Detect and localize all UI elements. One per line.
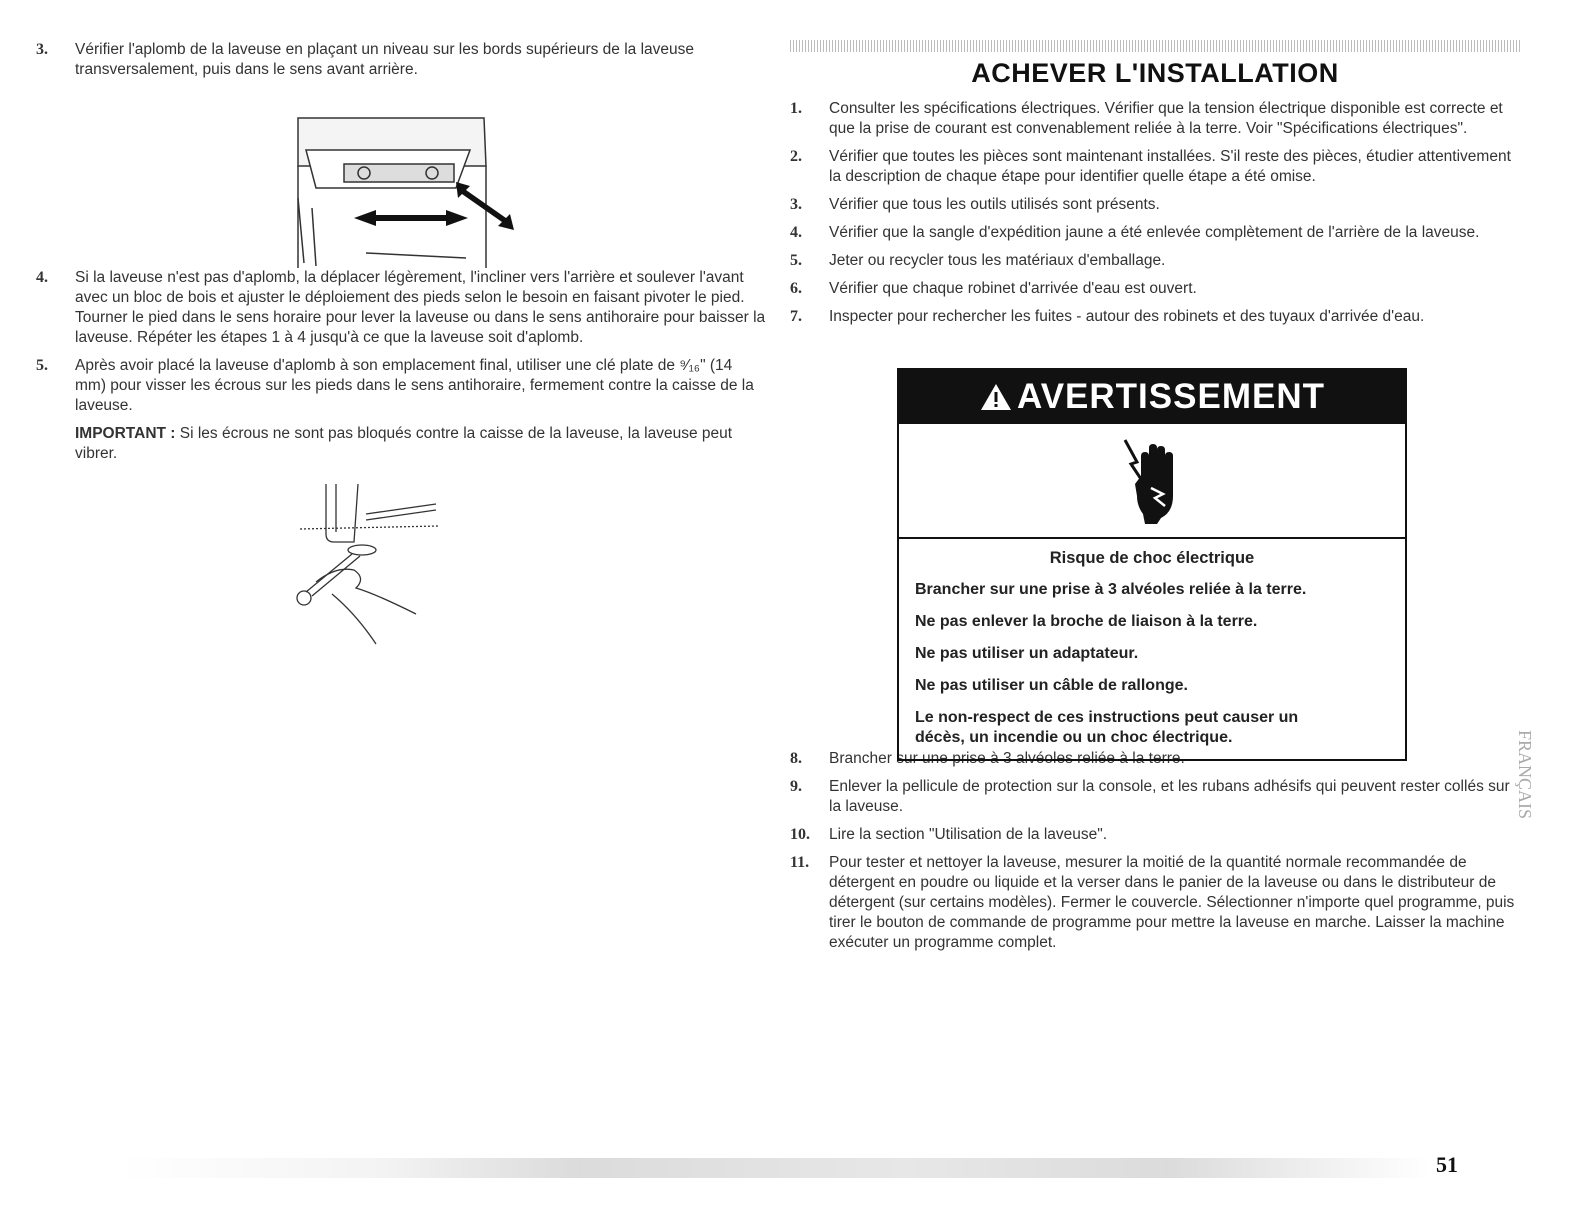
step-number: 11. bbox=[790, 854, 810, 871]
step-9 bbox=[790, 777, 1520, 817]
warning-line: Ne pas utiliser un câble de rallonge. bbox=[915, 677, 1188, 694]
step-number: 4. bbox=[36, 269, 48, 286]
step-number: 6. bbox=[790, 280, 802, 297]
step-number: 9. bbox=[790, 778, 802, 795]
step-text: Vérifier que tous les outils utilisés sont présents. bbox=[829, 196, 1160, 213]
step-number: 7. bbox=[790, 308, 802, 325]
warning-box bbox=[897, 368, 1407, 761]
step-6 bbox=[790, 279, 1520, 299]
important-note bbox=[75, 424, 766, 464]
step-7 bbox=[790, 307, 1520, 327]
important-label: IMPORTANT : bbox=[75, 425, 176, 442]
left-column bbox=[36, 40, 766, 654]
step-text: Après avoir placé la laveuse d'aplomb à son emplacement final, utiliser une clé plate de ⁹⁄₁₆" (14 mm) pour visser les écrous sur les pieds dans le sens antihoraire, fermement contre la caisse de la laveuse. bbox=[75, 357, 754, 414]
warning-line: Le non-respect de ces instructions peut causer un décès, un incendie ou un choc électrique. bbox=[915, 709, 1299, 746]
step-text: Vérifier l'aplomb de la laveuse en plaçant un niveau sur les bords supérieurs de la laveuse transversalement, puis dans le sens avant arrière. bbox=[75, 41, 695, 78]
side-language-label bbox=[1514, 730, 1534, 819]
step-2 bbox=[790, 147, 1520, 187]
shock-hazard-area bbox=[899, 424, 1405, 539]
warning-body bbox=[899, 539, 1405, 748]
step-number: 2. bbox=[790, 148, 802, 165]
warning-line: Brancher sur une prise à 3 alvéoles reliée à la terre. bbox=[915, 581, 1307, 598]
electric-shock-hand-icon bbox=[1117, 436, 1187, 526]
page-number: 51 bbox=[1436, 1152, 1458, 1177]
step-text: Consulter les spécifications électriques. Vérifier que la tension électrique disponible est correcte et que la prise de courant est convenablement reliée à la terre. Voir "Spécifications électriques". bbox=[829, 100, 1503, 137]
step-5 bbox=[790, 251, 1520, 271]
step-number: 3. bbox=[790, 196, 802, 213]
warning-line: Ne pas utiliser un adaptateur. bbox=[915, 645, 1139, 662]
step-number: 5. bbox=[36, 357, 48, 374]
step-3 bbox=[790, 195, 1520, 215]
step-4 bbox=[790, 223, 1520, 243]
step-text: Vérifier que chaque robinet d'arrivée d'eau est ouvert. bbox=[829, 280, 1197, 297]
step-number: 10. bbox=[790, 826, 810, 843]
step-11 bbox=[790, 853, 1520, 953]
step-text: Inspecter pour rechercher les fuites - autour des robinets et des tuyaux d'arrivée d'eau. bbox=[829, 308, 1425, 325]
step-10 bbox=[790, 825, 1520, 845]
footer-bar bbox=[120, 1158, 1430, 1178]
step-number: 3. bbox=[36, 41, 48, 58]
step-3-level bbox=[36, 40, 766, 80]
step-5-tighten bbox=[36, 356, 766, 416]
step-text: Vérifier que toutes les pièces sont maintenant installées. S'il reste des pièces, étudier attentivement la description de chaque étape pour identifier quelle étape a été omise. bbox=[829, 148, 1511, 185]
step-1 bbox=[790, 99, 1520, 139]
step-text: Lire la section "Utilisation de la laveuse". bbox=[829, 826, 1108, 843]
step-number: 8. bbox=[790, 750, 802, 767]
step-number: 5. bbox=[790, 252, 802, 269]
step-text: Enlever la pellicule de protection sur la console, et les rubans adhésifs qui peuvent rester collés sur la laveuse. bbox=[829, 778, 1510, 815]
section-title: ACHEVER L'INSTALLATION bbox=[971, 58, 1339, 88]
step-number: 1. bbox=[790, 100, 802, 117]
warning-risk-title: Risque de choc électrique bbox=[1049, 549, 1255, 567]
important-text: Si les écrous ne sont pas bloqués contre la caisse de la laveuse, la laveuse peut vibrer. bbox=[75, 425, 733, 462]
warning-line: Ne pas enlever la broche de liaison à la terre. bbox=[915, 613, 1258, 630]
warning-header bbox=[899, 370, 1405, 424]
step-text: Brancher sur une prise à 3 alvéoles reliée à la terre. bbox=[829, 750, 1185, 767]
wrench-illustration bbox=[36, 474, 766, 654]
step-text: Vérifier que la sangle d'expédition jaune a été enlevée complètement de l'arrière de la laveuse. bbox=[829, 224, 1480, 241]
washer-illustration-svg bbox=[36, 88, 766, 268]
warning-header-text: AVERTISSEMENT bbox=[1017, 377, 1325, 416]
step-text: Si la laveuse n'est pas d'aplomb, la déplacer légèrement, l'incliner vers l'arrière et soulever l'avant avec un bloc de bois et ajuster le déploiement des pieds selon le besoin en faisant pivoter le pied. Tourner le pied dans le sens horaire pour lever la laveuse ou dans le sens antihoraire pour baisser la laveuse. Répéter les étapes 1 à 4 jusqu'à ce que la laveuse soit d'aplomb. bbox=[75, 269, 766, 346]
step-text: Pour tester et nettoyer la laveuse, mesurer la moitié de la quantité normale recommandée de détergent en poudre ou liquide et la verser dans le panier de la laveuse ou dans le distributeur de détergent (sur certains modèles). Fermer le couvercle. Sélectionner n'importe quel programme, puis tirer le bouton de commande de programme pour mettre la laveuse en marche. Laisser la machine exécuter un programme complet. bbox=[829, 854, 1515, 951]
warning-triangle-icon bbox=[979, 382, 1013, 412]
step-number: 4. bbox=[790, 224, 802, 241]
side-label-text: FRANÇAIS bbox=[1515, 730, 1535, 820]
step-text: Jeter ou recycler tous les matériaux d'emballage. bbox=[829, 252, 1166, 269]
wrench-illustration-svg bbox=[36, 474, 766, 654]
washer-level-illustration bbox=[36, 88, 766, 268]
section-divider bbox=[790, 40, 1520, 52]
step-4-adjust bbox=[36, 268, 766, 348]
